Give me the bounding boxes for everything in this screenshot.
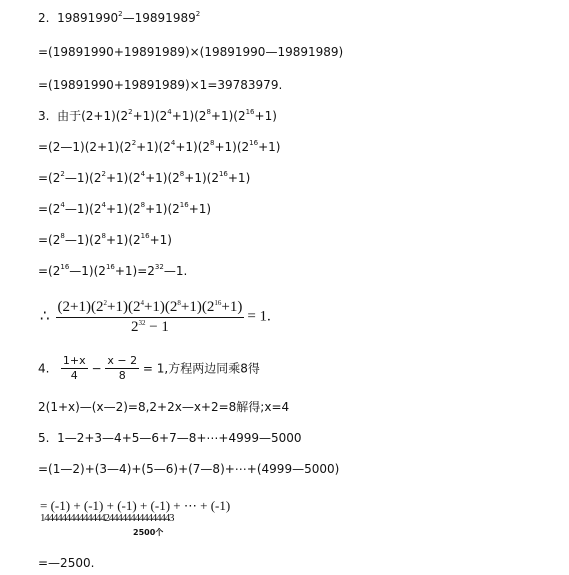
- expr-part: —1)(2: [64, 233, 102, 247]
- exponent: 2: [60, 170, 65, 178]
- p4-fraction-2-numerator: x − 2: [107, 354, 138, 367]
- exponent: 8: [140, 201, 146, 209]
- p2-number: 2.: [38, 11, 50, 25]
- expr-part: +1): [221, 299, 243, 315]
- p3-fraction-result: = 1.: [247, 308, 271, 325]
- p3-fraction: [56, 298, 245, 337]
- p4-solution: 2(1+x)—(x—2)=8,2+2x—x+2=8解得;x=4: [38, 400, 290, 414]
- expr-part: =(2—1)(2+1)(2: [38, 140, 132, 154]
- expr-part: +1): [227, 171, 251, 185]
- p2-exp-b: 2: [195, 10, 201, 18]
- expr-part: +1): [149, 233, 172, 247]
- therefore-symbol: ∴: [40, 308, 50, 325]
- expr-part: +1)(2: [105, 233, 141, 247]
- expr-part: =(2: [38, 171, 61, 185]
- expr-part: +1)(2: [171, 109, 207, 123]
- expr-part: +1)(2: [107, 299, 141, 315]
- exponent: 16: [140, 232, 150, 240]
- p4-fraction-1-numerator: 1+x: [62, 354, 86, 367]
- expr-part: =(2: [38, 233, 61, 247]
- p3-line-6: [38, 263, 187, 279]
- expr-part: —1.: [163, 264, 188, 278]
- p5-line-1: [38, 430, 302, 446]
- exponent: 16: [60, 263, 70, 271]
- p5-expr: 1—2+3—4+5—6+7—8+⋯+4999—5000: [57, 431, 302, 445]
- exponent: 2: [128, 108, 133, 116]
- expr-part: +1)(2: [132, 109, 168, 123]
- p3-fraction-numerator: [56, 298, 245, 317]
- p5-underbrace-label: 2500个: [133, 528, 164, 537]
- expr-part: =(2: [38, 264, 61, 278]
- exponent: 2: [103, 299, 107, 307]
- expr-part: +1): [258, 140, 281, 154]
- expr-part: (2+1)(2: [81, 109, 129, 123]
- exponent: 4: [167, 108, 172, 116]
- exponent: 8: [101, 232, 106, 240]
- expr-part: − 1: [145, 319, 169, 335]
- p5-step-1: =(1—2)+(3—4)+(5—6)+(7—8)+⋯+(4999—5000): [38, 462, 340, 476]
- expr-part: +1)=2: [114, 264, 155, 278]
- p3-intro: 由于: [57, 109, 82, 123]
- expr-part: +1)(2: [143, 299, 178, 315]
- p3-line-5: [38, 232, 172, 248]
- p3-line-1: [38, 108, 277, 124]
- exponent: 32: [138, 319, 146, 327]
- exponent: 16: [218, 170, 228, 178]
- p2-line-1: [38, 10, 200, 26]
- expr-part: (2+1)(2: [57, 299, 104, 315]
- expr-part: +1)(2: [145, 171, 180, 185]
- p2-term-a: 19891990: [57, 11, 119, 25]
- exponent: 16: [245, 108, 255, 116]
- expr-part: +1)(2: [214, 140, 250, 154]
- exponent: 4: [140, 299, 144, 307]
- p5-underbrace: 1444444444444442444444444444443: [40, 512, 174, 524]
- p3-line-2: [38, 139, 280, 155]
- expr-part: —1)(2: [64, 202, 102, 216]
- exponent: 8: [60, 232, 65, 240]
- exponent: 16: [214, 299, 222, 307]
- p5-result: =—2500.: [38, 556, 95, 570]
- expr-part: +1): [188, 202, 212, 216]
- exponent: 2: [131, 139, 137, 147]
- exponent: 4: [140, 170, 146, 178]
- exponent: 4: [170, 139, 176, 147]
- expr-part: +1)(2: [145, 202, 180, 216]
- p4-fraction-1-denominator: 4: [61, 368, 88, 383]
- expr-part: —1)(2: [64, 171, 102, 185]
- p3-conclusion: [40, 298, 271, 337]
- p4-minus: −: [91, 361, 102, 376]
- p4-fraction-2: [105, 354, 139, 383]
- expr-part: —1)(2: [69, 264, 106, 278]
- exponent: 2: [101, 170, 106, 178]
- exponent: 8: [210, 139, 215, 147]
- p2-minus: —: [122, 11, 135, 25]
- p3-fraction-denominator: [56, 317, 245, 337]
- p3-line-4: [38, 201, 211, 217]
- p3-number: 3.: [38, 109, 50, 123]
- p4-fraction-2-denominator: 8: [105, 368, 139, 383]
- exponent: 8: [179, 170, 185, 178]
- exponent: 32: [154, 263, 164, 271]
- exponent: 8: [177, 299, 181, 307]
- expr-part: +1)(2: [184, 171, 219, 185]
- p4-line-1: [38, 354, 260, 383]
- p2-step-1: =(19891990+19891989)×(19891990—19891989): [38, 45, 344, 59]
- expr-part: +1): [254, 109, 277, 123]
- exponent: 16: [105, 263, 115, 271]
- expr-part: +1)(2: [105, 171, 141, 185]
- p2-exp-a: 2: [118, 10, 123, 18]
- expr-part: =(2: [38, 202, 61, 216]
- p5-step-2: = (-1) + (-1) + (-1) + (-1) + ⋯ + (-1): [40, 498, 231, 513]
- p2-term-b: 19891989: [134, 11, 196, 25]
- expr-part: 2: [130, 319, 139, 335]
- exponent: 16: [249, 139, 259, 147]
- p2-step-2: =(19891990+19891989)×1=39783979.: [38, 78, 283, 92]
- expr-part: +1)(2: [210, 109, 246, 123]
- p4-fraction-1: [61, 354, 88, 383]
- expr-part: +1)(2: [175, 140, 211, 154]
- expr-part: +1)(2: [180, 299, 215, 315]
- p3-line-3: [38, 170, 250, 186]
- p4-number: 4.: [38, 361, 50, 376]
- expr-part: +1)(2: [136, 140, 171, 154]
- expr-part: +1)(2: [105, 202, 141, 216]
- exponent: 8: [206, 108, 211, 116]
- exponent: 4: [60, 201, 65, 209]
- p3-expr-1: [81, 109, 277, 123]
- exponent: 4: [101, 201, 106, 209]
- exponent: 16: [179, 201, 189, 209]
- p4-tail: = 1,方程两边同乘8得: [142, 361, 260, 376]
- p5-number: 5.: [38, 431, 50, 445]
